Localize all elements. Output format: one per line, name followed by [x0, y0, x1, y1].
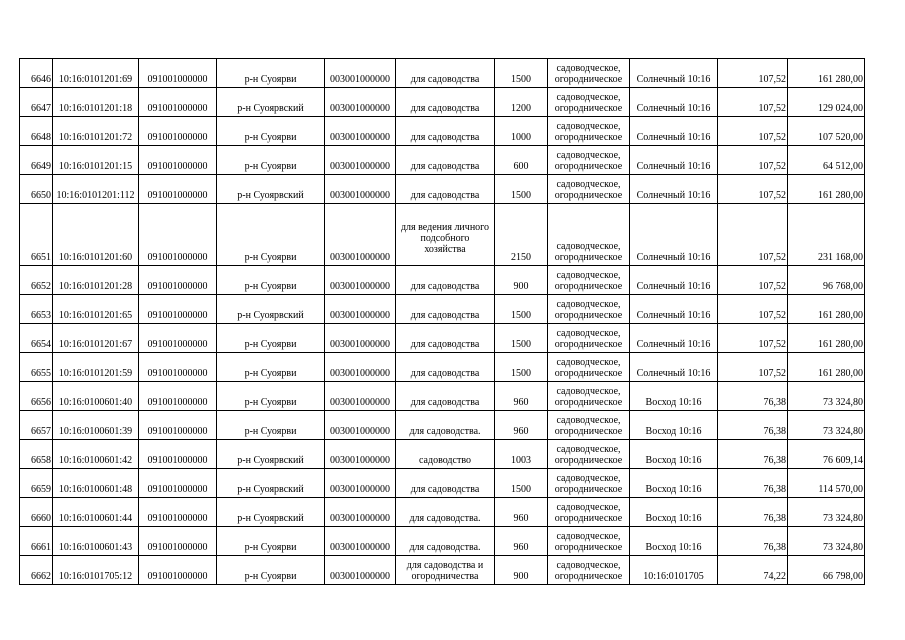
cadastral-value: 161 280,00 — [788, 353, 865, 382]
valuation-zone: Солнечный 10:16 — [630, 175, 718, 204]
specific-value: 107,52 — [718, 266, 788, 295]
specific-value: 107,52 — [718, 88, 788, 117]
area: 960 — [495, 411, 548, 440]
row-number: 6648 — [20, 117, 53, 146]
cadastral-value: 161 280,00 — [788, 295, 865, 324]
area: 960 — [495, 498, 548, 527]
specific-value: 76,38 — [718, 498, 788, 527]
row-number: 6656 — [20, 382, 53, 411]
specific-value: 107,52 — [718, 295, 788, 324]
use-group: садоводческое, огородническое — [548, 117, 630, 146]
district: р-н Суоярвский — [217, 175, 325, 204]
cadastral-number: 10:16:0100601:43 — [53, 527, 139, 556]
okato-code: 091001000000 — [139, 146, 217, 175]
cadastral-value: 73 324,80 — [788, 527, 865, 556]
oktmo-code: 003001000000 — [325, 440, 396, 469]
valuation-zone: Восход 10:16 — [630, 498, 718, 527]
area: 960 — [495, 382, 548, 411]
okato-code: 091001000000 — [139, 266, 217, 295]
cadastral-number: 10:16:0101201:18 — [53, 88, 139, 117]
table-row — [20, 59, 865, 88]
row-number: 6654 — [20, 324, 53, 353]
table-row — [20, 117, 865, 146]
specific-value: 76,38 — [718, 411, 788, 440]
area: 600 — [495, 146, 548, 175]
area: 1500 — [495, 353, 548, 382]
permitted-use: для садоводства — [396, 88, 495, 117]
district: р-н Суоярвский — [217, 469, 325, 498]
area: 1500 — [495, 59, 548, 88]
use-group: садоводческое, огородническое — [548, 469, 630, 498]
specific-value: 76,38 — [718, 440, 788, 469]
district: р-н Суоярви — [217, 527, 325, 556]
permitted-use: для садоводства — [396, 175, 495, 204]
permitted-use: для садоводства и огородничества — [396, 556, 495, 585]
cadastral-number: 10:16:0101201:72 — [53, 117, 139, 146]
oktmo-code: 003001000000 — [325, 88, 396, 117]
use-group: садоводческое, огородническое — [548, 204, 630, 266]
valuation-zone: Солнечный 10:16 — [630, 266, 718, 295]
cadastral-value: 76 609,14 — [788, 440, 865, 469]
row-number: 6646 — [20, 59, 53, 88]
cadastral-value: 73 324,80 — [788, 498, 865, 527]
valuation-zone: Восход 10:16 — [630, 527, 718, 556]
cadastral-number: 10:16:0101201:60 — [53, 204, 139, 266]
district: р-н Суоярви — [217, 556, 325, 585]
use-group: садоводческое, огородническое — [548, 175, 630, 204]
okato-code: 091001000000 — [139, 556, 217, 585]
permitted-use: для садоводства. — [396, 411, 495, 440]
table-row — [20, 88, 865, 117]
cadastral-number: 10:16:0100601:40 — [53, 382, 139, 411]
area: 1500 — [495, 324, 548, 353]
use-group: садоводческое, огородническое — [548, 295, 630, 324]
cadastral-number: 10:16:0101705:12 — [53, 556, 139, 585]
cadastral-number: 10:16:0101201:112 — [53, 175, 139, 204]
oktmo-code: 003001000000 — [325, 469, 396, 498]
valuation-zone: Солнечный 10:16 — [630, 88, 718, 117]
specific-value: 107,52 — [718, 324, 788, 353]
area: 1000 — [495, 117, 548, 146]
row-number: 6649 — [20, 146, 53, 175]
valuation-zone: Восход 10:16 — [630, 382, 718, 411]
cadastral-number: 10:16:0101201:65 — [53, 295, 139, 324]
district: р-н Суоярви — [217, 59, 325, 88]
use-group: садоводческое, огородническое — [548, 440, 630, 469]
cadastral-value: 161 280,00 — [788, 324, 865, 353]
okato-code: 091001000000 — [139, 59, 217, 88]
permitted-use: для садоводства. — [396, 498, 495, 527]
okato-code: 091001000000 — [139, 382, 217, 411]
valuation-zone: Восход 10:16 — [630, 469, 718, 498]
district: р-н Суоярвский — [217, 88, 325, 117]
area: 2150 — [495, 204, 548, 266]
table-row — [20, 146, 865, 175]
table-row — [20, 556, 865, 585]
row-number: 6650 — [20, 175, 53, 204]
table-row — [20, 440, 865, 469]
valuation-zone: Солнечный 10:16 — [630, 117, 718, 146]
table-row — [20, 324, 865, 353]
okato-code: 091001000000 — [139, 353, 217, 382]
district: р-н Суоярви — [217, 266, 325, 295]
specific-value: 76,38 — [718, 469, 788, 498]
use-group: садоводческое, огородническое — [548, 146, 630, 175]
cadastral-number: 10:16:0101201:59 — [53, 353, 139, 382]
table-row — [20, 498, 865, 527]
valuation-zone: Солнечный 10:16 — [630, 146, 718, 175]
cadastral-value: 129 024,00 — [788, 88, 865, 117]
oktmo-code: 003001000000 — [325, 146, 396, 175]
permitted-use: для садоводства — [396, 295, 495, 324]
oktmo-code: 003001000000 — [325, 353, 396, 382]
specific-value: 107,52 — [718, 59, 788, 88]
area: 960 — [495, 527, 548, 556]
district: р-н Суоярви — [217, 117, 325, 146]
specific-value: 74,22 — [718, 556, 788, 585]
row-number: 6657 — [20, 411, 53, 440]
cadastral-value: 66 798,00 — [788, 556, 865, 585]
specific-value: 107,52 — [718, 175, 788, 204]
cadastral-number: 10:16:0101201:69 — [53, 59, 139, 88]
table-row — [20, 527, 865, 556]
table-row — [20, 175, 865, 204]
area: 1003 — [495, 440, 548, 469]
row-number: 6658 — [20, 440, 53, 469]
row-number: 6662 — [20, 556, 53, 585]
permitted-use: садоводство — [396, 440, 495, 469]
valuation-zone: Солнечный 10:16 — [630, 295, 718, 324]
cadastral-value: 73 324,80 — [788, 411, 865, 440]
cadastral-value: 64 512,00 — [788, 146, 865, 175]
row-number: 6659 — [20, 469, 53, 498]
row-number: 6652 — [20, 266, 53, 295]
cadastral-value: 114 570,00 — [788, 469, 865, 498]
cadastral-value: 96 768,00 — [788, 266, 865, 295]
cadastral-number: 10:16:0101201:67 — [53, 324, 139, 353]
cadastral-value: 161 280,00 — [788, 59, 865, 88]
oktmo-code: 003001000000 — [325, 295, 396, 324]
district: р-н Суоярви — [217, 146, 325, 175]
specific-value: 76,38 — [718, 527, 788, 556]
oktmo-code: 003001000000 — [325, 266, 396, 295]
use-group: садоводческое, огородническое — [548, 266, 630, 295]
valuation-zone: Солнечный 10:16 — [630, 324, 718, 353]
district: р-н Суоярвский — [217, 440, 325, 469]
okato-code: 091001000000 — [139, 88, 217, 117]
table-row — [20, 382, 865, 411]
oktmo-code: 003001000000 — [325, 175, 396, 204]
table-row — [20, 469, 865, 498]
use-group: садоводческое, огородническое — [548, 382, 630, 411]
oktmo-code: 003001000000 — [325, 411, 396, 440]
okato-code: 091001000000 — [139, 175, 217, 204]
oktmo-code: 003001000000 — [325, 204, 396, 266]
cadastral-value: 231 168,00 — [788, 204, 865, 266]
cadastral-number: 10:16:0101201:28 — [53, 266, 139, 295]
row-number: 6647 — [20, 88, 53, 117]
cadastral-number: 10:16:0100601:44 — [53, 498, 139, 527]
cadastral-value: 161 280,00 — [788, 175, 865, 204]
valuation-zone: 10:16:0101705 — [630, 556, 718, 585]
okato-code: 091001000000 — [139, 324, 217, 353]
specific-value: 107,52 — [718, 204, 788, 266]
cadastral-number: 10:16:0100601:48 — [53, 469, 139, 498]
table-row — [20, 295, 865, 324]
specific-value: 107,52 — [718, 353, 788, 382]
use-group: садоводческое, огородническое — [548, 353, 630, 382]
use-group: садоводческое, огородническое — [548, 88, 630, 117]
oktmo-code: 003001000000 — [325, 498, 396, 527]
use-group: садоводческое, огородническое — [548, 411, 630, 440]
use-group: садоводческое, огородническое — [548, 556, 630, 585]
area: 1500 — [495, 295, 548, 324]
use-group: садоводческое, огородническое — [548, 527, 630, 556]
district: р-н Суоярви — [217, 411, 325, 440]
land-parcel-table — [19, 58, 865, 585]
valuation-zone: Солнечный 10:16 — [630, 353, 718, 382]
oktmo-code: 003001000000 — [325, 527, 396, 556]
permitted-use: для садоводства — [396, 59, 495, 88]
valuation-zone: Восход 10:16 — [630, 440, 718, 469]
oktmo-code: 003001000000 — [325, 556, 396, 585]
specific-value: 107,52 — [718, 146, 788, 175]
use-group: садоводческое, огородническое — [548, 59, 630, 88]
row-number: 6653 — [20, 295, 53, 324]
area: 900 — [495, 266, 548, 295]
valuation-zone: Солнечный 10:16 — [630, 204, 718, 266]
valuation-zone: Солнечный 10:16 — [630, 59, 718, 88]
area: 900 — [495, 556, 548, 585]
table-row — [20, 266, 865, 295]
specific-value: 76,38 — [718, 382, 788, 411]
permitted-use: для садоводства — [396, 353, 495, 382]
district: р-н Суоярвский — [217, 295, 325, 324]
permitted-use: для садоводства. — [396, 527, 495, 556]
permitted-use: для садоводства — [396, 324, 495, 353]
cadastral-number: 10:16:0101201:15 — [53, 146, 139, 175]
district: р-н Суоярви — [217, 204, 325, 266]
area: 1500 — [495, 175, 548, 204]
permitted-use: для садоводства — [396, 382, 495, 411]
okato-code: 091001000000 — [139, 469, 217, 498]
table-row — [20, 204, 865, 266]
use-group: садоводческое, огородническое — [548, 324, 630, 353]
district: р-н Суоярви — [217, 324, 325, 353]
okato-code: 091001000000 — [139, 527, 217, 556]
table-row — [20, 411, 865, 440]
area: 1200 — [495, 88, 548, 117]
okato-code: 091001000000 — [139, 117, 217, 146]
oktmo-code: 003001000000 — [325, 324, 396, 353]
district: р-н Суоярви — [217, 382, 325, 411]
okato-code: 091001000000 — [139, 440, 217, 469]
permitted-use: для садоводства — [396, 146, 495, 175]
row-number: 6651 — [20, 204, 53, 266]
district: р-н Суоярви — [217, 353, 325, 382]
use-group: садоводческое, огородническое — [548, 498, 630, 527]
cadastral-number: 10:16:0100601:42 — [53, 440, 139, 469]
cadastral-number: 10:16:0100601:39 — [53, 411, 139, 440]
row-number: 6655 — [20, 353, 53, 382]
okato-code: 091001000000 — [139, 411, 217, 440]
cadastral-value: 107 520,00 — [788, 117, 865, 146]
permitted-use: для садоводства — [396, 117, 495, 146]
oktmo-code: 003001000000 — [325, 117, 396, 146]
specific-value: 107,52 — [718, 117, 788, 146]
okato-code: 091001000000 — [139, 295, 217, 324]
oktmo-code: 003001000000 — [325, 382, 396, 411]
oktmo-code: 003001000000 — [325, 59, 396, 88]
area: 1500 — [495, 469, 548, 498]
okato-code: 091001000000 — [139, 204, 217, 266]
permitted-use: для садоводства — [396, 266, 495, 295]
valuation-zone: Восход 10:16 — [630, 411, 718, 440]
cadastral-value: 73 324,80 — [788, 382, 865, 411]
permitted-use: для садоводства — [396, 469, 495, 498]
district: р-н Суоярвский — [217, 498, 325, 527]
table-row — [20, 353, 865, 382]
row-number: 6661 — [20, 527, 53, 556]
row-number: 6660 — [20, 498, 53, 527]
okato-code: 091001000000 — [139, 498, 217, 527]
permitted-use: для ведения личного подсобного хозяйства — [396, 204, 495, 266]
